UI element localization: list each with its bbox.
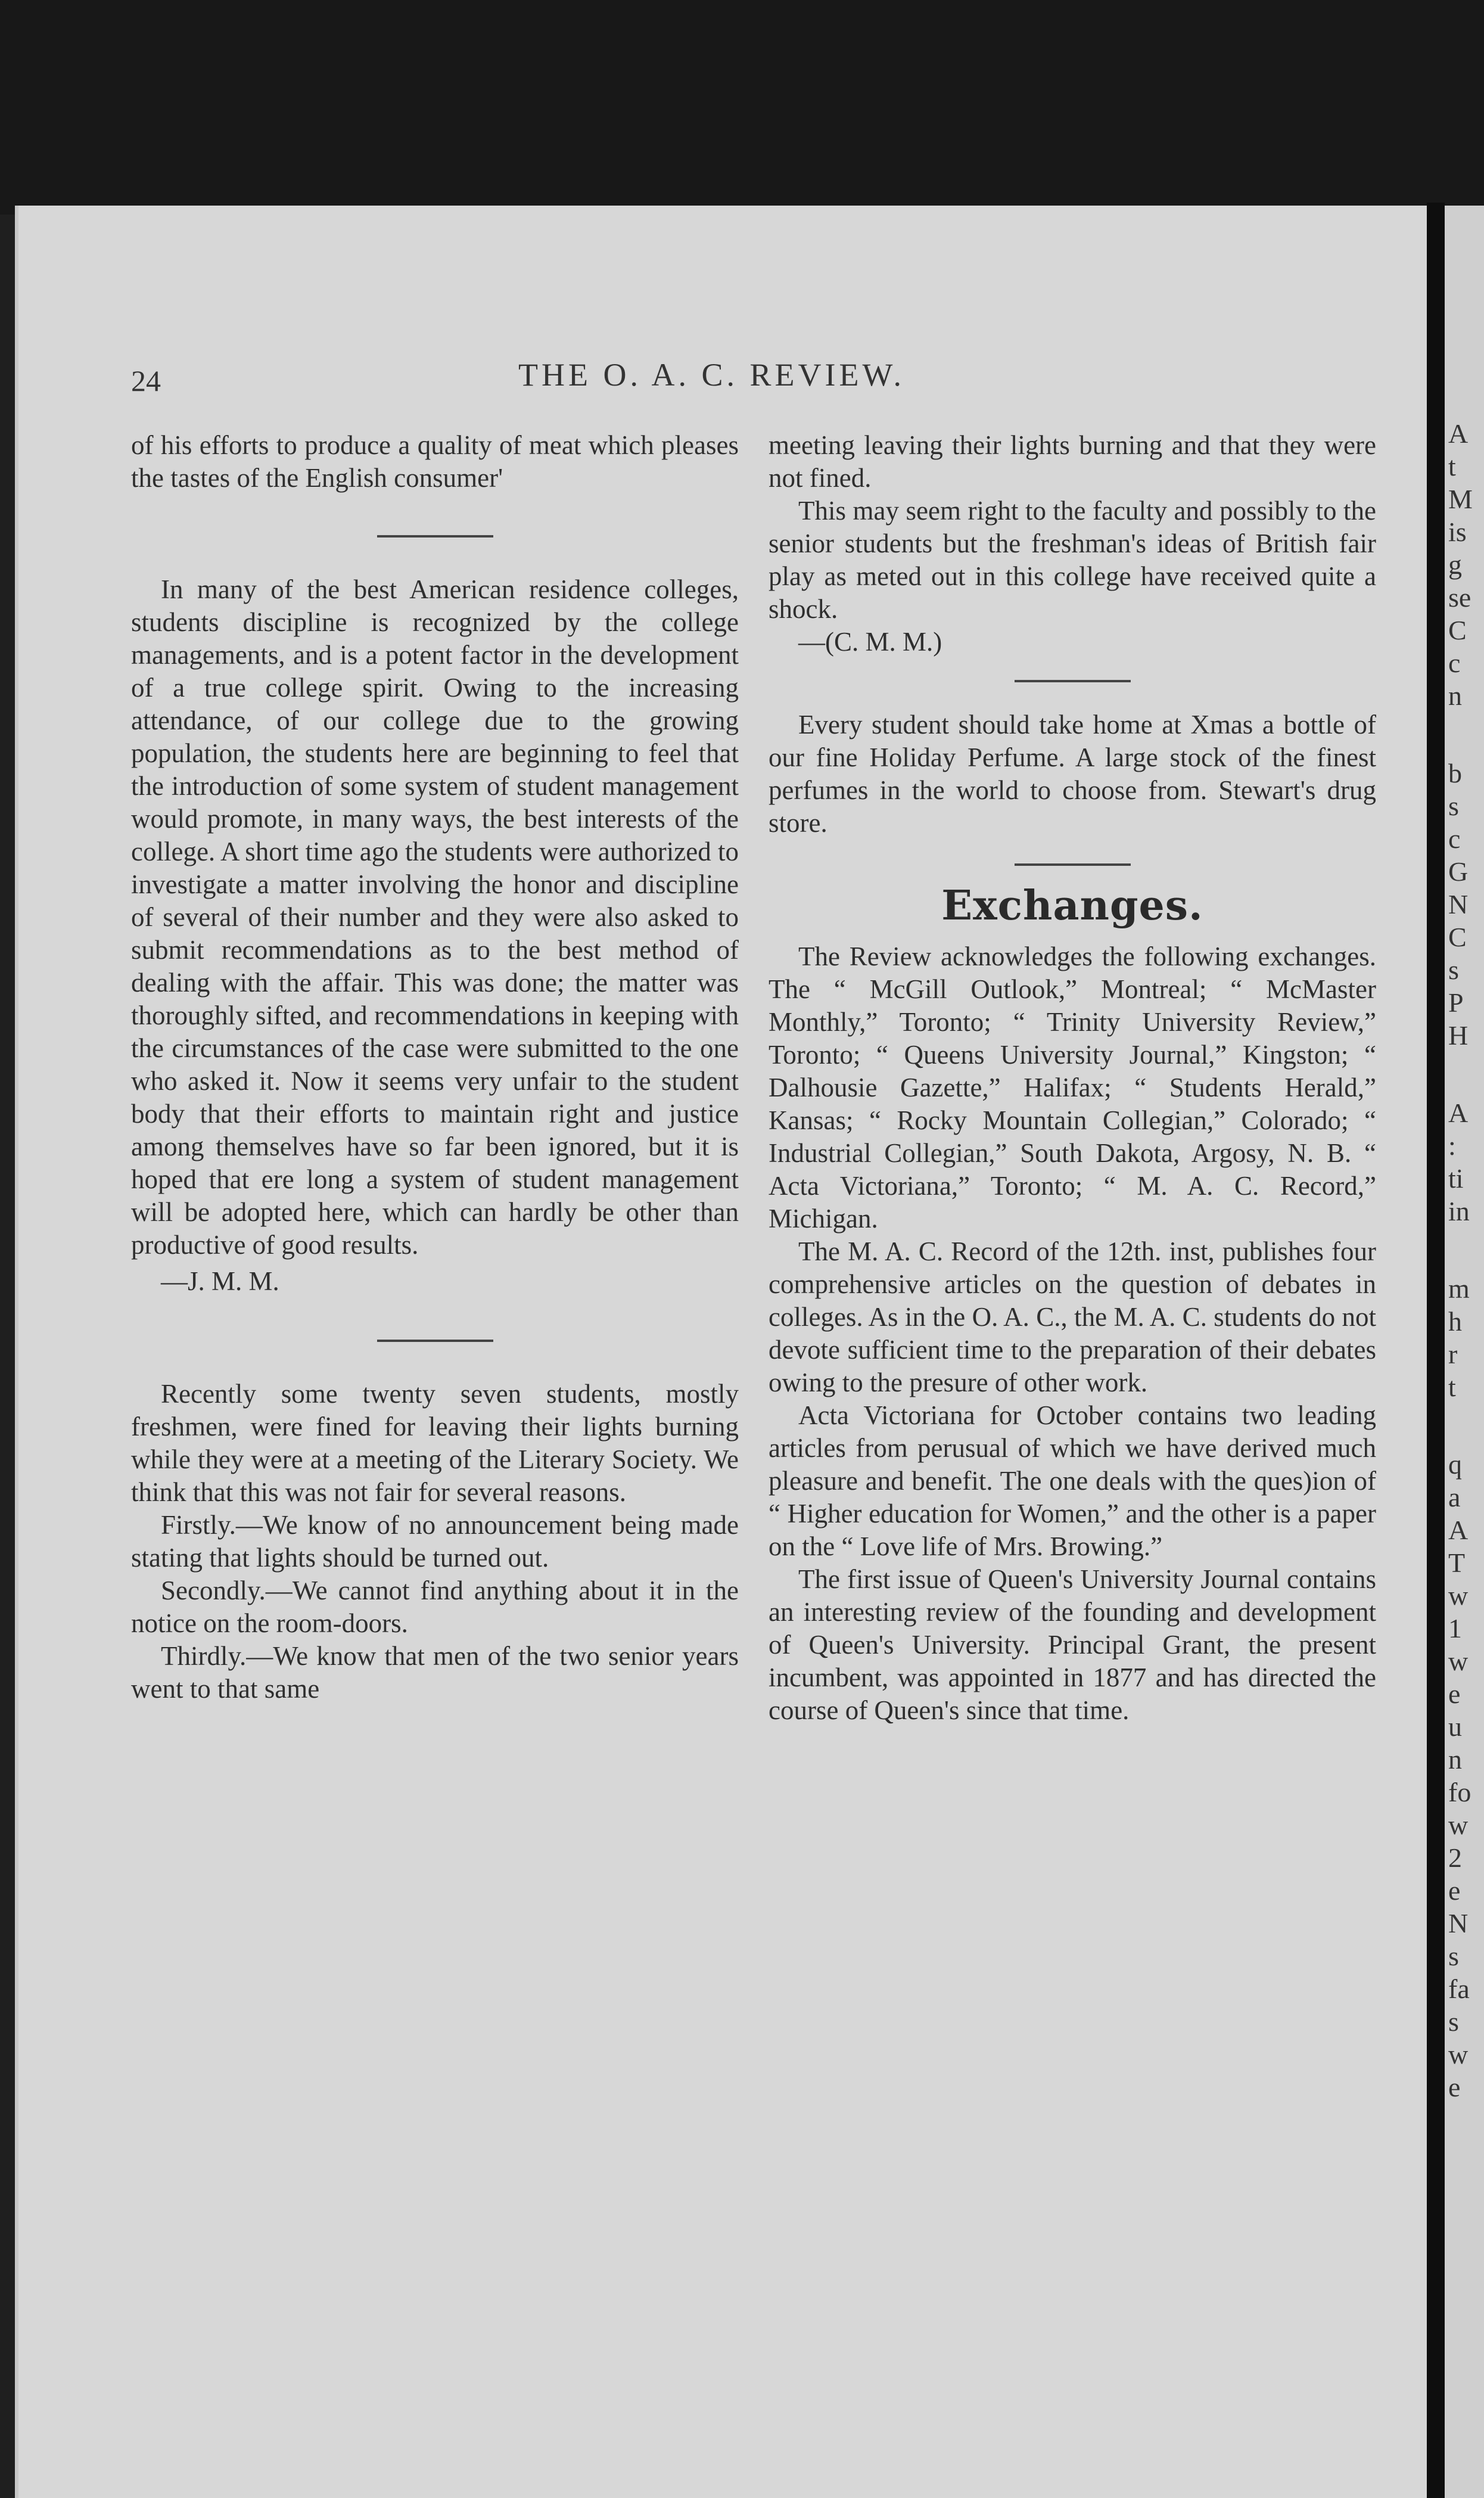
- adjacent-page-fragment: G: [1448, 856, 1469, 887]
- adjacent-page-fragment: :: [1448, 1130, 1456, 1161]
- adjacent-page-fragment: g: [1448, 549, 1462, 580]
- adjacent-page-fragment: A: [1448, 418, 1469, 449]
- adjacent-page-fragment: a: [1448, 1482, 1461, 1512]
- paragraph-lights-fine: Recently some twenty seven students, mostly freshmen, were fined for leaving their lights burning while they were at a meeting of the Literary Society. We think that this was not fair for several reasons.: [131, 1379, 739, 1507]
- adjacent-page-fragment: c: [1448, 648, 1461, 678]
- adjacent-page-fragment: w: [1448, 1580, 1469, 1611]
- adjacent-page-fragment: e: [1448, 2072, 1461, 2102]
- adjacent-page-fragment: u: [1448, 1711, 1462, 1742]
- adjacent-page-fragment: in: [1448, 1196, 1470, 1226]
- page-number: 24: [131, 364, 161, 397]
- adjacent-page-fragment: n: [1448, 681, 1462, 711]
- adjacent-page-fragment: c: [1448, 824, 1461, 854]
- paragraph-firstly: Firstly.—We know of no announcement being made stating that lights should be turned out.: [131, 1510, 739, 1573]
- paragraph-mac-record: The M. A. C. Record of the 12th. inst, publishes four comprehensive articles on the question of debates in colleges. As in the O. A. C., the M. A. C. students do not devote sufficient time to the preparation of their debates owing to the presure of other work.: [769, 1236, 1376, 1397]
- adjacent-page-fragment: C: [1448, 615, 1467, 645]
- paragraph-queens-journal: The first issue of Queen's University Journal contains an interesting review of the founding and development of Queen's University. Principal Grant, the present incumbent, was appointed in 1877 and has directed the course of Queen's since that time.: [769, 1564, 1376, 1725]
- book-gutter: [1427, 203, 1445, 2498]
- paragraph-perfume-advert: Every student should take home at Xmas a bottle of our fine Holiday Perfume. A large stock of the finest perfumes in the world to choose from. Stewart's drug store.: [769, 710, 1376, 838]
- adjacent-page-fragment: fa: [1448, 1974, 1470, 2004]
- section-divider: [1015, 863, 1131, 866]
- left-column: [131, 429, 739, 1705]
- scan-background: [0, 0, 1484, 215]
- section-title-exchanges: Exchanges.: [941, 882, 1203, 930]
- adjacent-page-fragment: is: [1448, 517, 1467, 547]
- paragraph-acta-victoriana: Acta Victoriana for October contains two leading articles from perusual of which we have derived much pleasure and benefit. The one deals with the ques)ion of “ Higher education for Women,” and the other is a paper on the “ Love life of Mrs. Browing.”: [769, 1400, 1376, 1561]
- adjacent-page-fragment: ti: [1448, 1163, 1464, 1194]
- adjacent-page-fragment: t: [1448, 451, 1456, 481]
- paragraph-continued: meeting leaving their lights burning and that they were not fined.: [769, 430, 1376, 493]
- paragraph-exchanges-list: The Review acknowledges the following exchanges. The “ McGill Outlook,” Montreal; “ McMaster Monthly,” Toronto; “ Trinity University Review,” Toronto; “ Queens University Journal,” Kingston; “ Dalhousie Gazette,” Halifax; “ Students Herald,” Kansas; “ Rocky Mountain Collegian,” Colorado; “ Industrial Collegian,” South Dakota, Argosy, N. B. “ Acta Victoriana,” Toronto; “ M. A. C. Record,” Michigan.: [769, 942, 1376, 1234]
- adjacent-page-fragment: fo: [1448, 1777, 1471, 1807]
- adjacent-page-fragment: e: [1448, 1875, 1461, 1906]
- adjacent-page-fragment: e: [1448, 1679, 1461, 1709]
- adjacent-page-edge: [1445, 206, 1484, 2498]
- adjacent-page-fragment: N: [1448, 1908, 1469, 1938]
- adjacent-page-fragment: w: [1448, 1810, 1469, 1840]
- adjacent-page-fragment: b: [1448, 758, 1462, 788]
- paragraph-student-discipline: In many of the best American residence colleges, students discipline is recognized by the college managements, and is a potent factor in the development of a true college spirit. Owing to the increasing attendance, of our college due to the growing population, the students here are beginning to feel that the introduction of some system of student management would promote, in many ways, the best interests of the college. A short time ago the students were authorized to investigate a matter involving the honor and discipline of several of their number and they were also asked to submit recommendations as to the best method of dealing with the affair. This was done; the matter was thoroughly sifted, and recommendations in keeping with the circumstances of the case were submitted to the one who asked it. Now it seems very unfair to the student body that their efforts to maintain right and justice among themselves have so far been ignored, but it is hoped that ere long a system of student management will be adopted here, which can hardly be other than productive of good results.: [131, 574, 739, 1260]
- adjacent-page-fragment: s: [1448, 955, 1459, 985]
- adjacent-page-fragment: P: [1448, 987, 1464, 1018]
- paragraph-continued: of his efforts to produce a quality of meat which pleases the tastes of the English consumer': [131, 430, 739, 493]
- adjacent-page-fragment: s: [1448, 1941, 1459, 1971]
- adjacent-page-fragment: T: [1448, 1548, 1466, 1578]
- running-head: THE O. A. C. REVIEW.: [518, 357, 905, 393]
- paragraph-fair-play: This may seem right to the faculty and possibly to the senior students but the freshman's ideas of British fair play as meted out in this college have received quite a shock.: [769, 496, 1376, 624]
- adjacent-page-fragment: q: [1448, 1449, 1462, 1480]
- adjacent-page-fragment: r: [1448, 1339, 1458, 1369]
- adjacent-page-fragment: M: [1448, 484, 1473, 514]
- adjacent-page-fragment: w: [1448, 2039, 1469, 2070]
- author-signature: —(C. M. M.): [798, 627, 942, 657]
- author-signature: —J. M. M.: [161, 1266, 279, 1296]
- adjacent-page-fragment: A: [1448, 1098, 1469, 1128]
- paragraph-thirdly: Thirdly.—We know that men of the two senior years went to that same: [131, 1641, 739, 1704]
- adjacent-page-fragment: m: [1448, 1273, 1470, 1304]
- adjacent-page-fragment: s: [1448, 2006, 1459, 2037]
- adjacent-page-fragment: 1: [1448, 1613, 1462, 1643]
- adjacent-page-fragment: C: [1448, 922, 1467, 952]
- right-column: [769, 429, 1376, 1727]
- adjacent-page-fragment: t: [1448, 1372, 1456, 1402]
- adjacent-page-fragment: w: [1448, 1646, 1469, 1676]
- adjacent-page-fragment: N: [1448, 889, 1469, 919]
- adjacent-page-fragment: A: [1448, 1515, 1469, 1545]
- adjacent-page-fragment: n: [1448, 1744, 1462, 1775]
- adjacent-page-fragment: h: [1448, 1306, 1462, 1337]
- paragraph-secondly: Secondly.—We cannot find anything about it in the notice on the room-doors.: [131, 1576, 739, 1638]
- adjacent-page-fragment: s: [1448, 791, 1459, 821]
- adjacent-page-fragment: H: [1448, 1020, 1469, 1051]
- adjacent-page-fragment: 2: [1448, 1843, 1462, 1873]
- adjacent-page-fragment: se: [1448, 582, 1471, 613]
